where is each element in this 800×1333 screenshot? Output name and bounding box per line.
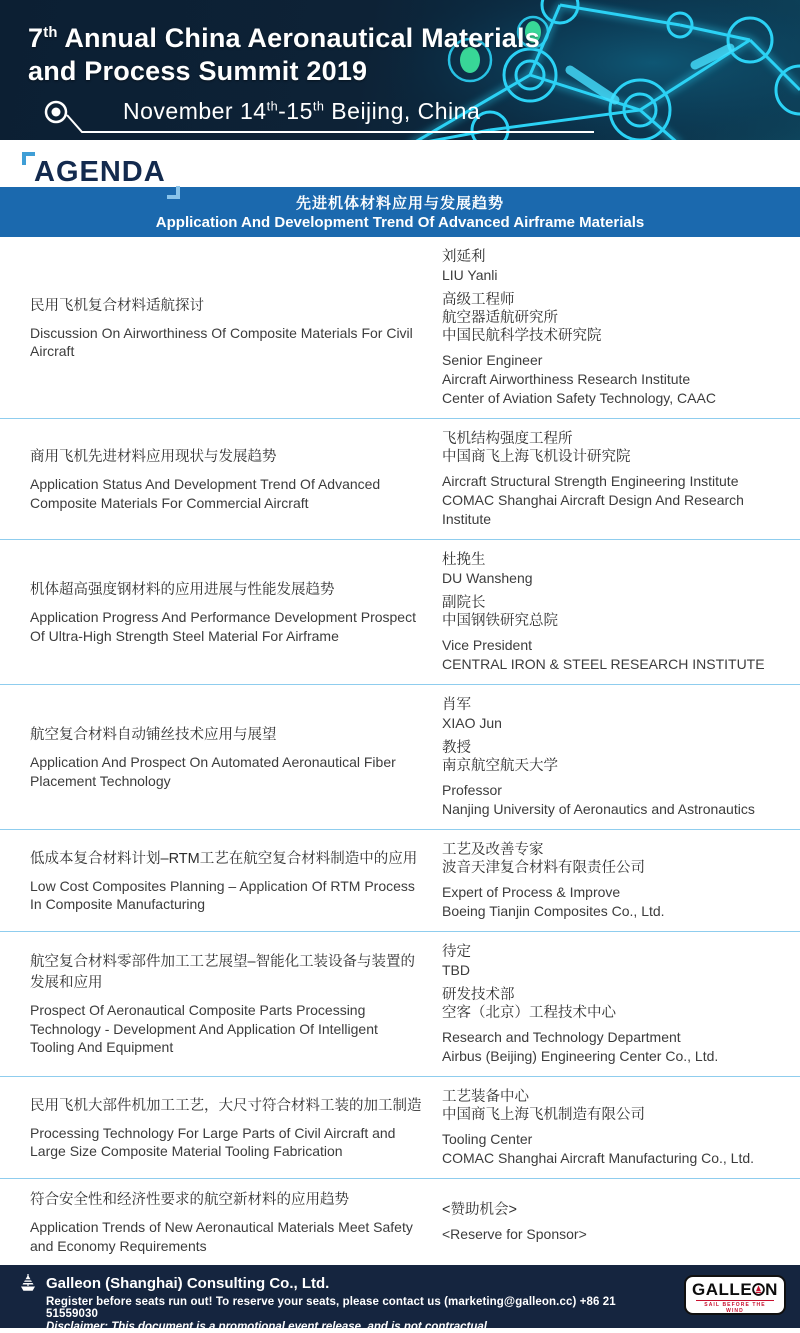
- footer-company-row: [18, 1273, 670, 1293]
- speaker-line: Vice President: [442, 637, 533, 654]
- topic-cell: [30, 952, 442, 1056]
- speaker-line: 南京航空航天大学: [442, 758, 558, 775]
- topic-title-cn: 民用飞机复合材料适航探讨: [30, 297, 204, 314]
- speaker-line: DU Wansheng: [442, 570, 533, 587]
- title-ordinal-suffix: th: [43, 25, 58, 41]
- topic-title-cn: 低成本复合材料计划–RTM工艺在航空复合材料制造中的应用: [30, 850, 418, 867]
- speaker-line: 中国商飞上海飞机制造有限公司: [442, 1107, 645, 1124]
- speaker-line: 教授: [442, 740, 471, 757]
- session-title-cn: 先进机体材料应用与发展趋势: [295, 195, 504, 212]
- agenda-row-4: [0, 685, 800, 830]
- logo-text-after-o: N: [765, 1280, 778, 1300]
- speaker-line: 肖军: [442, 697, 471, 714]
- topic-title-en: Application Progress And Performance Development Prospect Of Ultra-High Strength Steel Material For Airframe: [30, 609, 416, 644]
- agenda-row-2: [0, 419, 800, 540]
- galleon-logo-wordmark: [686, 1281, 784, 1298]
- title-number: 7: [28, 23, 44, 53]
- speaker-line: Aircraft Structural Strength Engineering Institute: [442, 473, 739, 490]
- topic-cell: [30, 1190, 442, 1255]
- speaker-line: COMAC Shanghai Aircraft Manufacturing Co., Ltd.: [442, 1150, 755, 1167]
- topic-cell: [30, 725, 442, 790]
- speaker-line: 待定: [442, 944, 471, 961]
- logo-text-before-o: GALLE: [692, 1280, 753, 1300]
- agenda-row-8: [0, 1179, 800, 1265]
- title-line2: and Process Summit 2019: [28, 55, 368, 86]
- header-banner: [0, 0, 800, 140]
- speaker-line: 刘延利: [442, 249, 486, 265]
- speaker-cell: [442, 551, 790, 674]
- speaker-line: 副院长: [442, 595, 486, 611]
- event-date-row: [28, 98, 800, 140]
- speaker-cell: [442, 841, 790, 921]
- galleon-logo: [684, 1275, 786, 1315]
- speaker-line: Tooling Center: [442, 1131, 533, 1148]
- speaker-cell: [442, 430, 790, 529]
- speaker-line: CENTRAL IRON & STEEL RESEARCH INSTITUTE: [442, 656, 765, 673]
- date-pre: November 14: [123, 97, 267, 124]
- topic-cell: [30, 1096, 442, 1161]
- footer-disclaimer: Disclaimer: This document is a promotional event release, and is not contractual.: [46, 1321, 491, 1333]
- header-text-block: [0, 0, 800, 140]
- date-post: Beijing, China: [324, 97, 481, 124]
- session-title-en: Application And Development Trend Of Advanced Airframe Materials: [155, 214, 645, 231]
- speaker-line: Airbus (Beijing) Engineering Center Co., Ltd.: [442, 1048, 719, 1065]
- topic-title-en: Application Status And Development Trend Of Advanced Composite Materials For Commercial Aircraft: [30, 476, 381, 511]
- topic-cell: [30, 447, 442, 512]
- speaker-line: Senior Engineer: [442, 352, 543, 369]
- speaker-line: XIAO Jun: [442, 715, 502, 732]
- topic-title-cn: 符合安全性和经济性要求的航空新材料的应用趋势: [30, 1192, 349, 1209]
- event-title: [28, 22, 800, 88]
- speaker-cell: [442, 248, 790, 408]
- speaker-line: 飞机结构强度工程所: [442, 431, 573, 448]
- agenda-row-3: [0, 540, 800, 685]
- speaker-line: 空客（北京）工程技术中心: [442, 1005, 616, 1022]
- agenda-heading: [22, 152, 180, 195]
- speaker-line: 研发技术部: [442, 987, 515, 1004]
- topic-title-cn: 航空复合材料自动铺丝技术应用与展望: [30, 727, 277, 744]
- speaker-line: 工艺装备中心: [442, 1089, 529, 1106]
- speaker-line: Nanjing University of Aeronautics and Astronautics: [442, 801, 755, 818]
- title-line1: Annual China Aeronautical Materials: [57, 23, 540, 53]
- speaker-line: TBD: [442, 962, 470, 979]
- speaker-line: <Reserve for Sponsor>: [442, 1226, 587, 1243]
- speaker-line: Boeing Tianjin Composites Co., Ltd.: [442, 903, 665, 920]
- speaker-line: 中国民航科学技术研究院: [442, 328, 602, 345]
- agenda-heading-row: [0, 140, 800, 187]
- topic-cell: [30, 580, 442, 645]
- date-sup1: th: [266, 99, 279, 114]
- agenda-row-5: [0, 830, 800, 932]
- event-date: [123, 98, 480, 125]
- topic-title-cn: 民用飞机大部件机加工工艺，大尺寸符合材料工装的加工制造: [30, 1097, 422, 1114]
- topic-title-cn: 商用飞机先进材料应用现状与发展趋势: [30, 449, 277, 466]
- speaker-line: <赞助机会>: [442, 1202, 517, 1219]
- agenda-row-7: [0, 1077, 800, 1179]
- agenda-table: [0, 237, 800, 1265]
- logo-o-sail-icon: [752, 1283, 765, 1296]
- footer-company-name: Galleon (Shanghai) Consulting Co., Ltd.: [46, 1274, 330, 1292]
- topic-title-en: Application Trends of New Aeronautical Materials Meet Safety and Economy Requirements: [30, 1219, 413, 1254]
- speaker-line: 工艺及改善专家: [442, 842, 544, 859]
- topic-title-en: Prospect Of Aeronautical Composite Parts Processing Technology - Development And Application Of Intelligent Tooling And Equipment: [30, 1002, 378, 1056]
- speaker-cell: [442, 696, 790, 819]
- galleon-logo-tagline: SAIL BEFORE THE WIND: [696, 1300, 774, 1314]
- bracket-top-left-decoration: [22, 152, 35, 165]
- speaker-line: Center of Aviation Safety Technology, CAAC: [442, 390, 716, 407]
- speaker-line: Research and Technology Department: [442, 1029, 681, 1046]
- speaker-cell: [442, 943, 790, 1066]
- speaker-line: Expert of Process & Improve: [442, 884, 621, 901]
- speaker-line: Aircraft Airworthiness Research Institute: [442, 371, 691, 388]
- footer-register-line[interactable]: Register before seats run out! To reserve your seats, please contact us (marketing@galleon.cc) +86 21 51559030: [46, 1296, 616, 1321]
- speaker-line: 高级工程师: [442, 292, 515, 309]
- topic-cell: [30, 296, 442, 361]
- speaker-line: 航空器适航研究所: [442, 310, 558, 327]
- speaker-line: COMAC Shanghai Aircraft Design And Research Institute: [442, 492, 744, 528]
- sailboat-icon: [18, 1273, 38, 1293]
- speaker-line: 波音天津复合材料有限责任公司: [442, 860, 645, 877]
- agenda-row-1: [0, 237, 800, 419]
- topic-title-en: Processing Technology For Large Parts of Civil Aircraft and Large Size Composite Material Tooling Fabrication: [30, 1124, 396, 1160]
- bracket-bottom-right-decoration: [167, 186, 180, 199]
- topic-cell: [30, 849, 442, 914]
- speaker-line: 中国商飞上海飞机设计研究院: [442, 449, 631, 466]
- agenda-heading-label: AGENDA: [34, 156, 166, 188]
- topic-title-en: Application And Prospect On Automated Aeronautical Fiber Placement Technology: [30, 754, 396, 789]
- topic-title-cn: 机体超高强度钢材料的应用进展与性能发展趋势: [30, 582, 335, 599]
- speaker-line: 中国钢铁研究总院: [442, 613, 558, 630]
- topic-title-cn: 航空复合材料零部件加工工艺展望–智能化工装设备与装置的发展和应用: [30, 954, 416, 992]
- speaker-line: Professor: [442, 782, 502, 799]
- date-sup2: th: [312, 99, 325, 114]
- date-mid: -15: [278, 97, 313, 124]
- topic-title-en: Discussion On Airworthiness Of Composite Materials For Civil Aircraft: [30, 324, 413, 360]
- topic-title-en: Low Cost Composites Planning – Application Of RTM Process In Composite Manufacturing: [30, 877, 415, 913]
- footer: [0, 1265, 800, 1333]
- speaker-cell: [442, 1088, 790, 1168]
- agenda-row-6: [0, 932, 800, 1077]
- speaker-line: LIU Yanli: [442, 267, 498, 284]
- speaker-line: 杜挽生: [442, 551, 486, 568]
- speaker-cell: [442, 1201, 790, 1244]
